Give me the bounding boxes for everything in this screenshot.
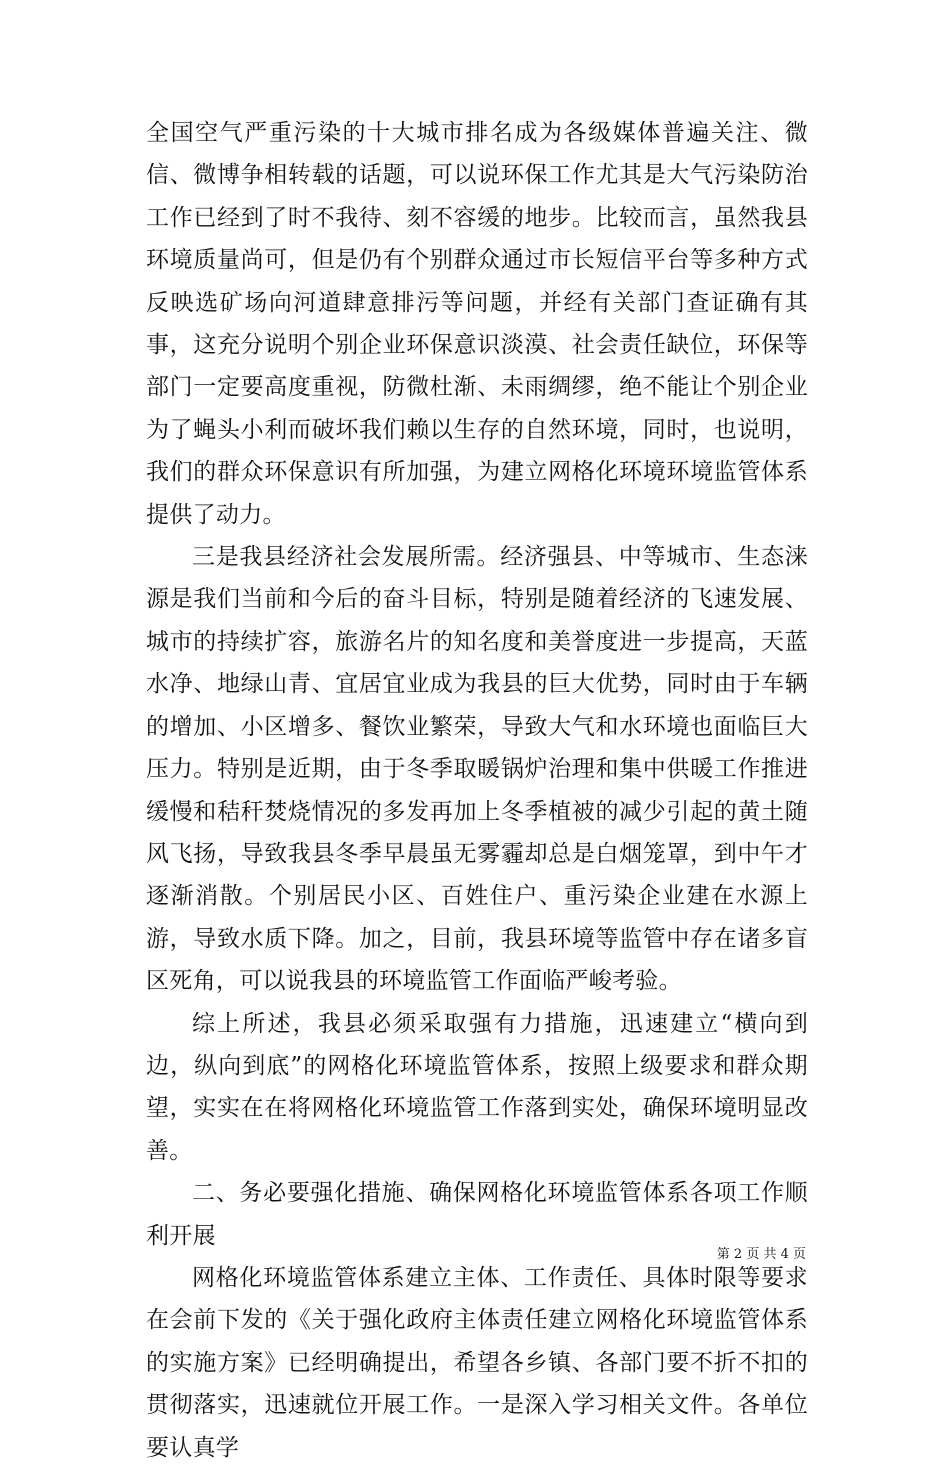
document-body: [146, 112, 808, 1469]
paragraph-continuation: 全国空气严重污染的十大城市排名成为各级媒体普遍关注、微信、微博争相转载的话题，可以说环保工作尤其是大气污染防治工作已经到了时不我待、刻不容缓的地步。比较而言，虽然我县环境质量尚可，但是仍有个别群众通过市长短信平台等多种方式反映选矿场向河道肆意排污等问题，并经有关部门查证确有其事，这充分说明个别企业环保意识淡漠、社会责任缺位，环保等部门一定要高度重视，防微杜渐、未雨绸缪，绝不能让个别企业为了蝇头小利而破坏我们赖以生存的自然环境，同时，也说明，我们的群众环保意识有所加强，为建立网格化环境环境监管体系提供了动力。: [146, 120, 808, 528]
paragraph-economic-development: 三是我县经济社会发展所需。经济强县、中等城市、生态涞源是我们当前和今后的奋斗目标，特别是随着经济的飞速发展、城市的持续扩容，旅游名片的知名度和美誉度进一步提高，天蓝水净、地绿山青、宜居宜业成为我县的巨大优势，同时由于车辆的增加、小区增多、餐饮业繁荣，导致大气和水环境也面临巨大压力。特别是近期，由于冬季取暖锅炉治理和集中供暖工作推进缓慢和秸秆焚烧情况的多发再加上冬季植被的减少引起的黄土随风飞扬，导致我县冬季早晨虽无雾霾却总是白烟笼罩，到中午才逐渐消散。个别居民小区、百姓住户、重污染企业建在水源上游，导致水质下降。加之，目前，我县环境等监管中存在诸多盲区死角，可以说我县的环境监管工作面临严峻考验。: [146, 544, 808, 995]
paragraph-implementation: 网格化环境监管体系建立主体、工作责任、具体时限等要求在会前下发的《关于强化政府主体责任建立网格化环境监管体系的实施方案》已经明确提出，希望各乡镇、各部门要不折不扣的贯彻落实，迅速就位开展工作。一是深入学习相关文件。各单位要认真学: [146, 1264, 808, 1461]
page-number-footer: 第 2 页 共 4 页: [716, 1247, 806, 1262]
section-heading-measures: 二、务必要强化措施、确保网格化环境监管体系各项工作顺利开展: [146, 1180, 808, 1249]
paragraph-summary: 综上所述，我县必须采取强有力措施，迅速建立“横向到边，纵向到底”的网格化环境监管体系，按照上级要求和群众期望，实实在在将网格化环境监管工作落到实处，确保环境明显改善。: [146, 1010, 808, 1164]
